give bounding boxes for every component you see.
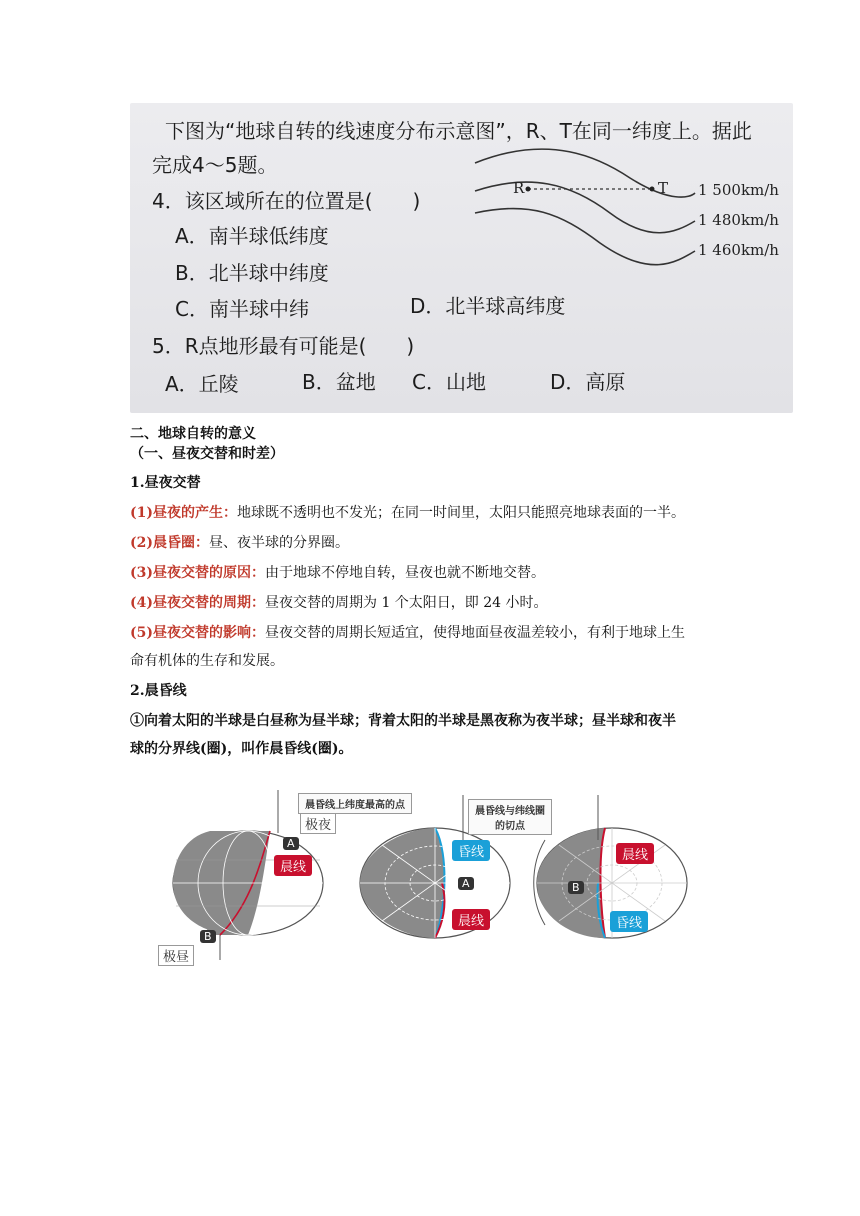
speed-label-2: 1 480km/h bbox=[698, 211, 779, 229]
paragraph-3 bbox=[130, 562, 545, 582]
question-4: 4．该区域所在的位置是( ) bbox=[152, 189, 421, 213]
paragraph-5 bbox=[130, 622, 685, 642]
q5-option-c: C．山地 bbox=[412, 370, 486, 394]
point-r-label: R bbox=[513, 179, 525, 197]
callout-tangent-line-1: 晨昏线与纬线圈 bbox=[475, 806, 545, 817]
paragraph-6-line-1: ①向着太阳的半球是白昼称为昼半球；背着太阳的半球是黑夜称为夜半球；昼半球和夜半 bbox=[130, 713, 676, 729]
p1-label: (1)昼夜的产生： bbox=[130, 505, 237, 521]
p3-text: 由于地球不停地自转，昼夜也就不断地交替。 bbox=[265, 565, 545, 581]
intro-line-2: 完成4～5题。 bbox=[152, 153, 278, 177]
point-a-2: A bbox=[458, 877, 474, 890]
p3-label: (3)昼夜交替的原因： bbox=[130, 565, 265, 581]
label-dawn-3: 晨线 bbox=[616, 843, 654, 864]
q4-option-a: A．南半球低纬度 bbox=[175, 224, 329, 248]
q5-option-a: A．丘陵 bbox=[165, 372, 239, 396]
callout-tangent-line-2: 的切点 bbox=[495, 821, 525, 832]
paragraph-2 bbox=[130, 532, 349, 552]
p5-text: 昼夜交替的周期长短适宜，使得地面昼夜温差较小，有利于地球上生 bbox=[265, 625, 685, 641]
terminator-figure bbox=[150, 785, 710, 970]
paragraph-6-line-2: 球的分界线(圈)，叫作晨昏线(圈)。 bbox=[130, 741, 353, 757]
q4-option-d: D．北半球高纬度 bbox=[410, 294, 566, 318]
globe-diagrams bbox=[150, 785, 710, 970]
heading-terminator: 2.晨昏线 bbox=[130, 683, 187, 699]
p2-text: 昼、夜半球的分界圈。 bbox=[209, 535, 349, 551]
label-polar-day: 极昼 bbox=[158, 945, 194, 966]
label-dawn-1: 晨线 bbox=[274, 855, 312, 876]
callout-tangent-point bbox=[468, 799, 552, 835]
point-a-1: A bbox=[283, 837, 299, 850]
callout-highest-latitude: 晨昏线上纬度最高的点 bbox=[298, 793, 412, 814]
p4-text: 昼夜交替的周期为 1 个太阳日，即 24 小时。 bbox=[265, 595, 548, 611]
question-photo bbox=[130, 103, 793, 413]
point-b-3: B bbox=[568, 881, 584, 894]
q5-option-b: B．盆地 bbox=[302, 370, 376, 394]
paragraph-1 bbox=[130, 502, 685, 522]
q4-option-c: C．南半球中纬 bbox=[175, 297, 309, 321]
label-dawn-2: 晨线 bbox=[452, 909, 490, 930]
paragraph-4 bbox=[130, 592, 548, 612]
label-polar-night: 极夜 bbox=[300, 813, 336, 834]
section-subtitle: （一、昼夜交替和时差） bbox=[130, 446, 284, 462]
speed-label-1: 1 500km/h bbox=[698, 181, 779, 199]
p4-label: (4)昼夜交替的周期： bbox=[130, 595, 265, 611]
heading-day-night: 1.昼夜交替 bbox=[130, 475, 201, 491]
point-b-1: B bbox=[200, 930, 216, 943]
question-5: 5．R点地形最有可能是( ) bbox=[152, 334, 415, 358]
q4-option-b: B．北半球中纬度 bbox=[175, 261, 329, 285]
intro-line-1: 下图为“地球自转的线速度分布示意图”，R、T在同一纬度上。据此 bbox=[165, 119, 752, 143]
section-title: 二、地球自转的意义 bbox=[130, 426, 256, 442]
p5-label: (5)昼夜交替的影响： bbox=[130, 625, 265, 641]
p1-text: 地球既不透明也不发光；在同一时间里，太阳只能照亮地球表面的一半。 bbox=[237, 505, 685, 521]
paragraph-5-cont: 命有机体的生存和发展。 bbox=[130, 653, 284, 669]
q5-option-d: D．高原 bbox=[550, 370, 626, 394]
point-t-label: T bbox=[658, 179, 669, 197]
p2-label: (2)晨昏圈： bbox=[130, 535, 209, 551]
label-dusk-2: 昏线 bbox=[452, 840, 490, 861]
speed-label-3: 1 460km/h bbox=[698, 241, 779, 259]
label-dusk-3: 昏线 bbox=[610, 911, 648, 932]
